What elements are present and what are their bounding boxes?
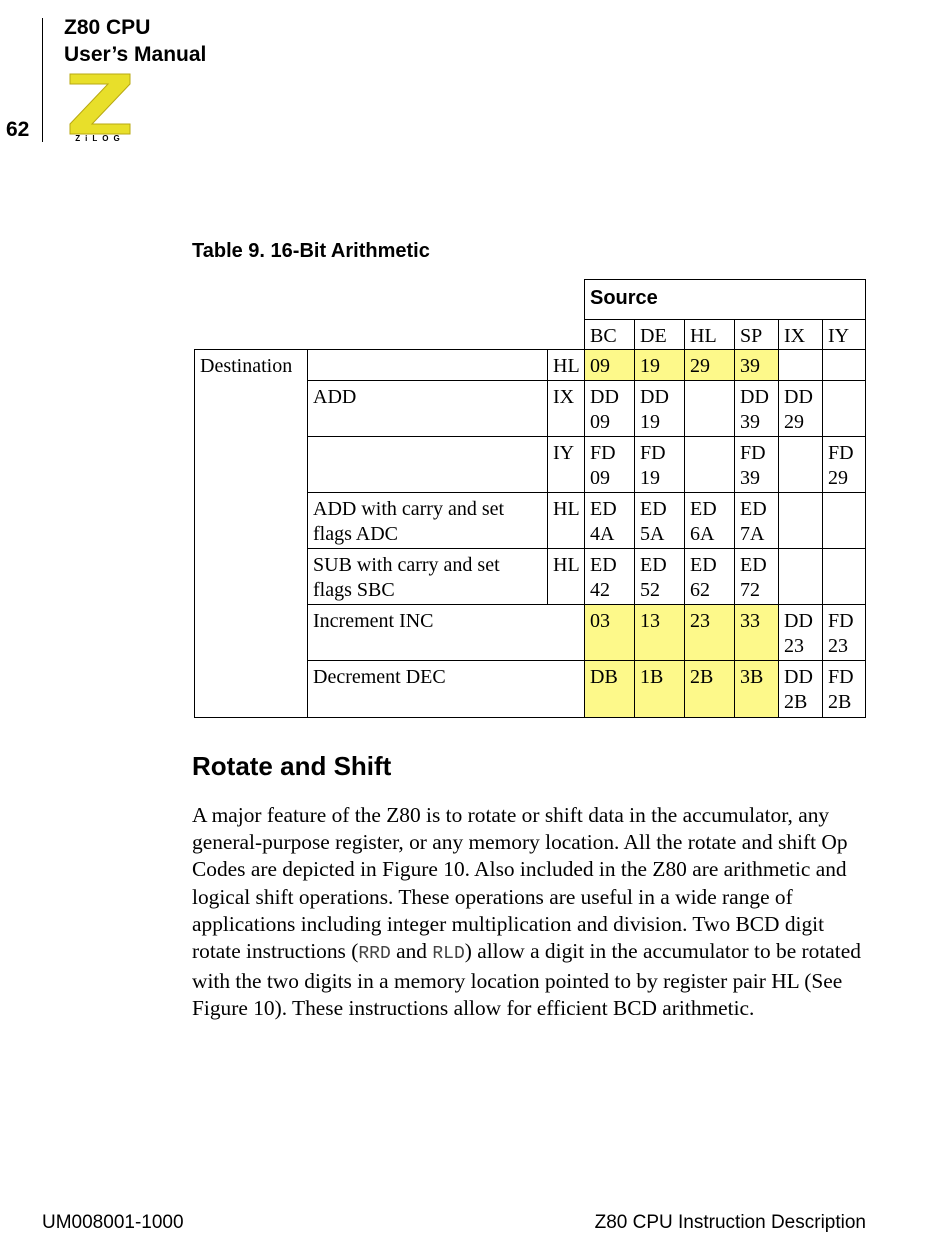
section-paragraph	[192, 802, 872, 1023]
code-rld: RLD	[432, 944, 465, 965]
opcode-cell: ED 6A	[684, 492, 735, 549]
add-label: ADD	[307, 380, 548, 437]
footer-doc-id: UM008001-1000	[42, 1212, 184, 1233]
opcode-cell	[822, 349, 866, 381]
paragraph-text: A major feature of the Z80 is to rotate or shift data in the accumulator, any general-purpose register, or any memory location. All the rotate and shift Op Codes are depicted in Figure 10. Also included in the Z80 are arithmetic and logical shift operations. These operations are useful in a wide range of applications including integer multiplication and division. Two BCD digit rotate instructions (	[192, 803, 848, 964]
opcode-cell: 2B	[684, 660, 735, 718]
source-header: Source	[584, 279, 866, 320]
reg-cell: HL	[547, 492, 585, 549]
empty-cell	[307, 349, 548, 381]
opcode-cell: 3B	[734, 660, 779, 718]
opcode-cell: FD 39	[734, 436, 779, 493]
opcode-cell: 29	[684, 349, 735, 381]
opcode-cell: 1B	[634, 660, 685, 718]
opcode-cell: 03	[584, 604, 635, 661]
manual-title-line1: Z80 CPU	[64, 16, 151, 39]
adc-label: ADD with carry and set flags ADC	[307, 492, 548, 549]
inc-label: Increment INC	[307, 604, 585, 661]
destination-label: Destination	[194, 349, 308, 718]
paragraph-text: and	[390, 939, 433, 964]
zilog-logo	[66, 72, 134, 142]
sbc-label: SUB with carry and set flags SBC	[307, 548, 548, 605]
paragraph-text: ) allow a digit in the accumulator to be rotated with the two digits in a memory location pointed to by register pair HL (See Figure 10). These instructions allow for efficient BCD arithmetic.	[192, 939, 861, 1021]
opcode-cell: FD 23	[822, 604, 866, 661]
arithmetic-table	[195, 280, 866, 718]
opcode-cell	[822, 548, 866, 605]
col-header: SP	[734, 319, 779, 350]
opcode-cell: ED 5A	[634, 492, 685, 549]
opcode-cell: 13	[634, 604, 685, 661]
opcode-cell: DD 29	[778, 380, 823, 437]
opcode-cell	[822, 380, 866, 437]
section-title: Rotate and Shift	[192, 751, 392, 781]
manual-title	[64, 14, 206, 68]
opcode-cell: DD 19	[634, 380, 685, 437]
opcode-cell: DD 2B	[778, 660, 823, 718]
opcode-cell	[684, 380, 735, 437]
opcode-cell: DD 23	[778, 604, 823, 661]
header-rule	[42, 18, 43, 142]
opcode-cell: 09	[584, 349, 635, 381]
opcode-cell: 33	[734, 604, 779, 661]
opcode-cell: DB	[584, 660, 635, 718]
opcode-cell	[684, 436, 735, 493]
reg-cell: IY	[547, 436, 585, 493]
opcode-cell	[778, 548, 823, 605]
table-caption: Table 9. 16-Bit Arithmetic	[192, 240, 430, 262]
dec-label: Decrement DEC	[307, 660, 585, 718]
opcode-cell: 19	[634, 349, 685, 381]
opcode-cell: FD 09	[584, 436, 635, 493]
opcode-cell: FD 2B	[822, 660, 866, 718]
col-header: BC	[584, 319, 635, 350]
col-header: DE	[634, 319, 685, 350]
opcode-cell	[822, 492, 866, 549]
opcode-cell: DD 39	[734, 380, 779, 437]
opcode-cell: DD 09	[584, 380, 635, 437]
col-header: IY	[822, 319, 866, 350]
opcode-cell	[778, 436, 823, 493]
reg-cell: HL	[547, 548, 585, 605]
opcode-cell: 39	[734, 349, 779, 381]
zilog-logo-text: ZiLOG	[75, 134, 125, 142]
page-number: 62	[6, 118, 30, 141]
manual-title-line2: User’s Manual	[64, 43, 207, 66]
footer-chapter: Z80 CPU Instruction Description	[594, 1212, 866, 1233]
opcode-cell: FD 29	[822, 436, 866, 493]
opcode-cell: ED 7A	[734, 492, 779, 549]
opcode-cell	[778, 492, 823, 549]
opcode-cell: ED 72	[734, 548, 779, 605]
opcode-cell: FD 19	[634, 436, 685, 493]
reg-cell: HL	[547, 349, 585, 381]
col-header: HL	[684, 319, 735, 350]
opcode-cell: ED 42	[584, 548, 635, 605]
opcode-cell: ED 4A	[584, 492, 635, 549]
col-header: IX	[778, 319, 823, 350]
opcode-cell: 23	[684, 604, 735, 661]
empty-cell	[307, 436, 548, 493]
reg-cell: IX	[547, 380, 585, 437]
code-rrd: RRD	[358, 944, 391, 965]
opcode-cell: ED 52	[634, 548, 685, 605]
opcode-cell: ED 62	[684, 548, 735, 605]
opcode-cell	[778, 349, 823, 381]
